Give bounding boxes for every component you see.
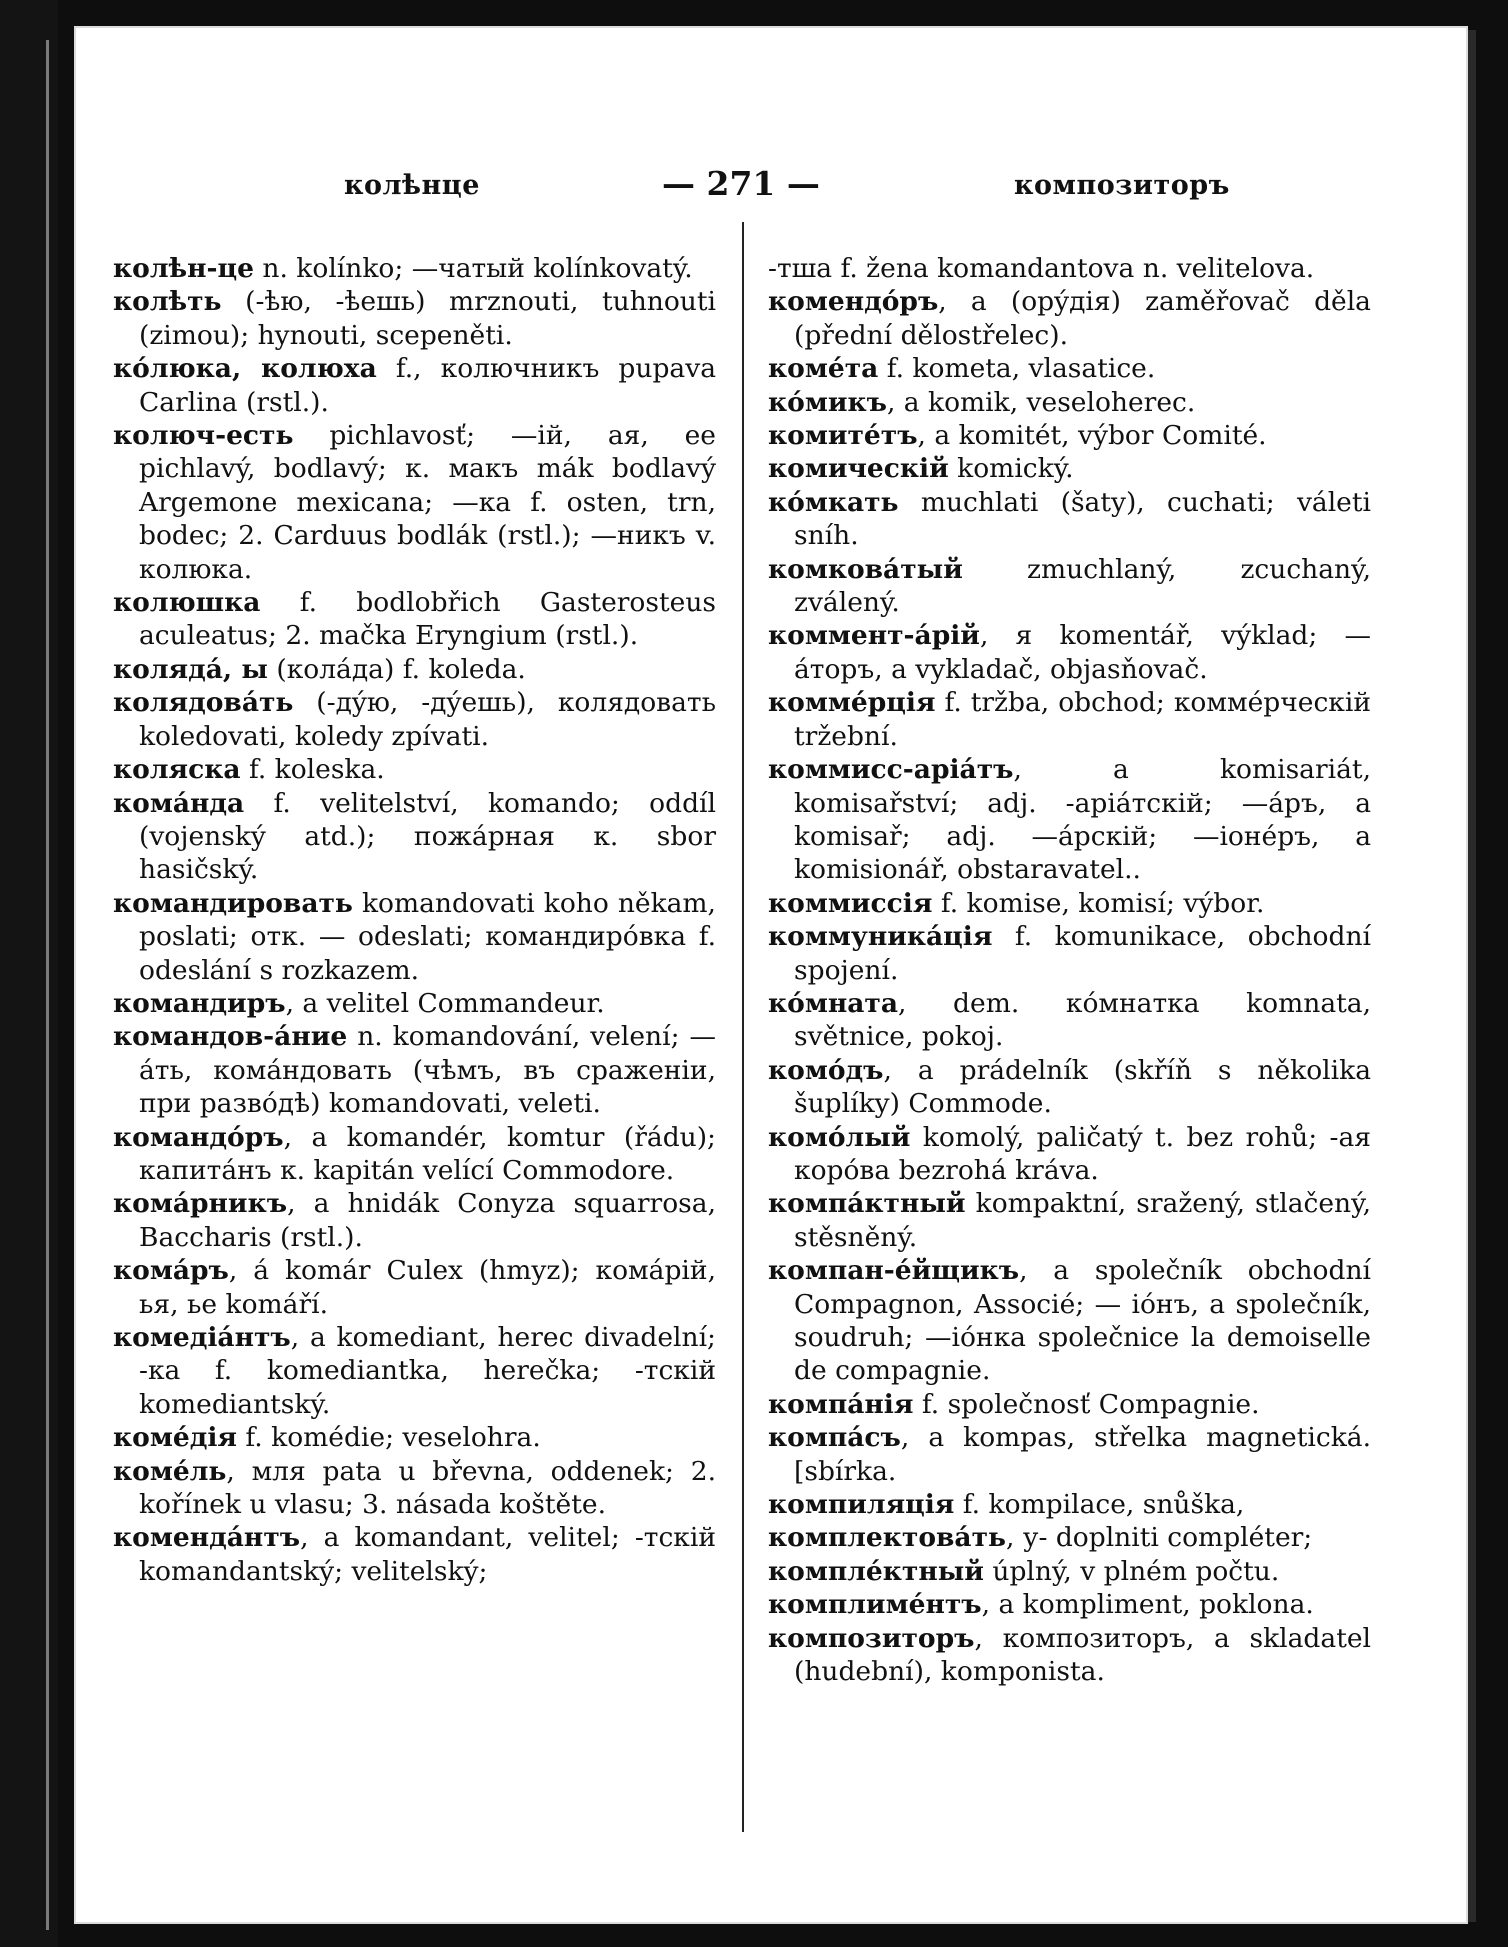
previous-page-edge <box>0 0 58 1947</box>
entry-definition: f. komédie; veselohra. <box>237 1422 541 1454</box>
dictionary-entry <box>768 285 1371 352</box>
dictionary-entry <box>113 787 716 887</box>
entry-definition: , a kompas, střelka magnetická. [sbírka. <box>794 1422 1371 1487</box>
dictionary-entry <box>768 553 1371 620</box>
entry-definition: , a komisariát, komisařství; adj. -аріáтскій; —áръ, a komisař; adj. —áрскій; —іонéръ, a komisionář, obstaravatel.. <box>794 754 1371 886</box>
dictionary-entry <box>113 586 716 653</box>
entry-headword: комóдъ <box>768 1054 884 1086</box>
entry-headword: командов-áние <box>113 1021 348 1053</box>
entry-headword: комплимéнтъ <box>768 1589 982 1621</box>
entry-definition: , a komitét, výbor Comité. <box>917 420 1267 452</box>
dictionary-entry <box>113 987 716 1020</box>
entry-headword: кóмкать <box>768 486 899 518</box>
entry-headword: комковáтый <box>768 553 963 585</box>
entry-definition: , у- doplniti compléter; <box>1006 1522 1313 1554</box>
entry-headword: компáктный <box>768 1188 966 1220</box>
entry-definition: , a hnidák Conyza squarrosa, Baccharis (rstl.). <box>139 1188 716 1253</box>
entry-headword: коммент-áрій <box>768 620 980 652</box>
column-divider <box>742 222 744 1832</box>
entry-definition: f. bodlobřich Gasterosteus aculeatus; 2. mačka Eryngium (rstl.). <box>139 587 716 652</box>
dictionary-entry <box>113 1421 716 1454</box>
entry-headword: комплектовáть <box>768 1522 1006 1554</box>
dictionary-entry <box>113 352 716 419</box>
running-head <box>74 146 1468 206</box>
entry-headword: комендáнтъ <box>113 1522 301 1554</box>
dictionary-entry <box>113 686 716 753</box>
entry-definition: (колáда) f. koleda. <box>267 653 526 685</box>
entry-headword: кóмикъ <box>768 386 887 418</box>
entry-definition: n. kolínko; —чатый kolínkovatý. <box>253 253 693 284</box>
entry-definition: , a komediant, herec divadelní; -ка f. komediantka, herečka; -тскій komediantský. <box>139 1322 716 1420</box>
entry-headword: комéдія <box>113 1422 237 1454</box>
page-number: — 271 — <box>662 164 820 203</box>
entry-headword: коммéрція <box>768 687 936 719</box>
entry-definition: pichlavosť; —ій, ая, ее pichlavý, bodlavý; к. макъ mák bodlavý Argemone mexicana; —ка f. osten, trn, bodec; 2. Carduus bodlák (rstl.); —никъ v. колюка. <box>139 420 716 585</box>
header-right-guide-word: композиторъ <box>1014 170 1230 201</box>
header-left-guide-word: колѣнце <box>344 170 480 201</box>
entry-headword: коляска <box>113 754 241 786</box>
entry-headword: колядовáть <box>113 687 294 719</box>
dictionary-entry <box>768 1622 1371 1689</box>
dictionary-entry <box>113 753 716 786</box>
entry-definition: , я komentář, výklad; —áторъ, a vykladač, objasňovač. <box>794 620 1371 685</box>
dictionary-entry <box>113 1321 716 1421</box>
entry-definition: zmuchlaný, zcuchaný, zválený. <box>794 553 1371 619</box>
entry-definition: komandovati koho někam, poslati; отк. — odeslati; командирóвка f. odeslání s rozkazem. <box>139 887 716 986</box>
entry-definition: f. koleska. <box>240 754 385 786</box>
entry-definition: , композиторъ, a skladatel (hudební), komponista. <box>794 1622 1371 1688</box>
entry-definition: f. kompilace, snůška, <box>954 1489 1245 1521</box>
entry-definition: f. tržba, obchod; коммéрческій tržební. <box>794 687 1371 752</box>
dictionary-entry <box>113 1455 716 1522</box>
entry-headword: комическій <box>768 453 949 485</box>
entry-headword: компан-éйщикъ <box>768 1255 1020 1287</box>
entry-definition: komický. <box>948 453 1074 485</box>
dictionary-entry <box>113 653 716 686</box>
entry-definition: f. velitelství, komando; oddíl (vojenský atd.); пожáрная к. sbor hasičský. <box>139 787 716 886</box>
entry-definition: , a (орýдія) zaměřovač děla (přední dělostřelec). <box>794 286 1371 351</box>
entry-headword: комóлый <box>768 1121 911 1153</box>
entry-headword: комáнда <box>113 787 245 819</box>
entry-headword: колѣть <box>113 286 222 318</box>
page-edge-line <box>46 40 49 1930</box>
dictionary-entry <box>768 419 1371 452</box>
dictionary-page <box>74 26 1468 1924</box>
dictionary-entry <box>768 1421 1371 1488</box>
entry-headword: коммисс-аріáтъ <box>768 754 1014 786</box>
entry-headword: комедіáнтъ <box>113 1322 291 1353</box>
entry-definition: f., колючникъ pupava Carlina (rstl.). <box>139 353 716 418</box>
entry-definition: f. společnosť Compagnie. <box>913 1388 1260 1420</box>
entry-definition: , мля pata u břevna, oddenek; 2. kořínek u vlasu; 3. násada koštěte. <box>139 1455 716 1521</box>
entry-headword: компиляція <box>768 1489 955 1521</box>
dictionary-entry <box>768 1488 1371 1521</box>
entry-headword: колядá, ы <box>113 653 268 685</box>
entry-headword: коммуникáція <box>768 921 993 953</box>
dictionary-entry <box>113 285 716 352</box>
entry-headword: комплéктный <box>768 1555 984 1587</box>
entry-headword: комáрникъ <box>113 1188 288 1220</box>
dictionary-entry <box>768 1555 1371 1588</box>
dictionary-entry <box>113 1254 716 1321</box>
dictionary-entry <box>113 1020 716 1120</box>
dictionary-entry <box>113 887 716 987</box>
dictionary-entry <box>768 920 1371 987</box>
dictionary-entry <box>113 1121 716 1188</box>
dictionary-entry <box>113 252 716 285</box>
entry-headword: командировать <box>113 887 353 919</box>
entry-definition: , á komár Culex (hmyz); комáрій, ья, ье komáří. <box>139 1255 716 1320</box>
page-shadow <box>1468 30 1476 1922</box>
entry-headword: кóмната <box>768 987 898 1019</box>
dictionary-entry <box>768 486 1371 553</box>
entry-definition: (-ѣю, -ѣешь) mrznouti, tuhnouti (zimou); hynouti, scepeněti. <box>139 286 716 351</box>
entry-headword: комéта <box>768 353 879 385</box>
dictionary-entry <box>768 1521 1371 1554</box>
dictionary-entry <box>768 252 1371 285</box>
entry-definition: , a kompliment, poklona. <box>981 1589 1314 1621</box>
entry-definition: , a velitel Commandeur. <box>285 987 605 1019</box>
dictionary-entry <box>768 1054 1371 1121</box>
entry-headword: компáсъ <box>768 1422 901 1454</box>
dictionary-entry <box>768 619 1371 686</box>
dictionary-entry <box>113 419 716 586</box>
left-column <box>113 252 716 1588</box>
entry-definition: f. komunikace, obchodní spojení. <box>794 921 1371 986</box>
entry-definition: komolý, paličatý t. bez rohů; -ая корóва bezrohá kráva. <box>794 1121 1371 1186</box>
dictionary-entry <box>768 1588 1371 1621</box>
entry-definition: , a komandér, komtur (řádu); капитáнъ к. kapitán velící Commodore. <box>139 1121 716 1186</box>
entry-definition: , a komik, veseloherec. <box>886 386 1196 418</box>
entry-definition: , dem. кóмнатка komnata, světnice, pokoj. <box>794 987 1371 1053</box>
entry-headword: кóлюка, колюха <box>113 353 377 385</box>
entry-definition: , a společník obchodní Compagnon, Associé; — іóнъ, a společník, soudruh; —іóнка společnice la demoiselle de compagnie. <box>794 1255 1371 1387</box>
entry-headword: комáръ <box>113 1255 229 1287</box>
entry-definition: -тша f. žena komandantova n. velitelova. <box>768 253 1315 284</box>
entry-definition: úplný, v plném počtu. <box>983 1555 1280 1587</box>
dictionary-entry <box>768 386 1371 419</box>
entry-headword: командóръ <box>113 1121 284 1153</box>
dictionary-entry <box>768 452 1371 485</box>
entry-headword: колюч-есть <box>113 420 294 452</box>
entry-headword: командиръ <box>113 987 286 1019</box>
entry-headword: комендóръ <box>768 286 939 318</box>
dictionary-entry <box>113 1521 716 1588</box>
dictionary-entry <box>113 1187 716 1254</box>
entry-definition: f. komise, komisí; výbor. <box>932 887 1265 919</box>
dictionary-entry <box>768 1121 1371 1188</box>
entry-headword: колюшка <box>113 587 261 619</box>
entry-headword: колѣн-це <box>113 253 254 284</box>
entry-definition: (-дýю, -дýешь), колядовать koledovati, koledy zpívati. <box>139 687 716 752</box>
dictionary-entry <box>768 887 1371 920</box>
right-column <box>768 252 1371 1688</box>
dictionary-entry <box>768 1187 1371 1254</box>
entry-definition: , a komandant, velitel; -тскій komandantský; velitelský; <box>139 1522 716 1587</box>
entry-definition: , a prádelník (skříň s několika šuplíky) Commode. <box>794 1054 1371 1120</box>
entry-definition: n. komandování, velení; —áть, комáндовать (чѣмъ, въ сраженіи, при развóдѣ) komandovati, veleti. <box>139 1021 716 1120</box>
entry-headword: композиторъ <box>768 1622 975 1654</box>
dictionary-entry <box>768 987 1371 1054</box>
entry-definition: f. kometa, vlasatice. <box>878 353 1156 385</box>
entry-headword: комéль <box>113 1455 227 1487</box>
dictionary-entry <box>768 352 1371 385</box>
entry-definition: muchlati (šaty), cuchati; váleti sníh. <box>794 486 1371 552</box>
entry-headword: комитéтъ <box>768 420 918 452</box>
entry-headword: компáнія <box>768 1388 914 1420</box>
dictionary-entry <box>768 1254 1371 1388</box>
dictionary-entry <box>768 753 1371 887</box>
dictionary-entry <box>768 686 1371 753</box>
entry-headword: коммиссія <box>768 887 933 919</box>
dictionary-entry <box>768 1388 1371 1421</box>
entry-definition: kompaktní, sražený, stlačený, stěsněný. <box>794 1188 1371 1253</box>
